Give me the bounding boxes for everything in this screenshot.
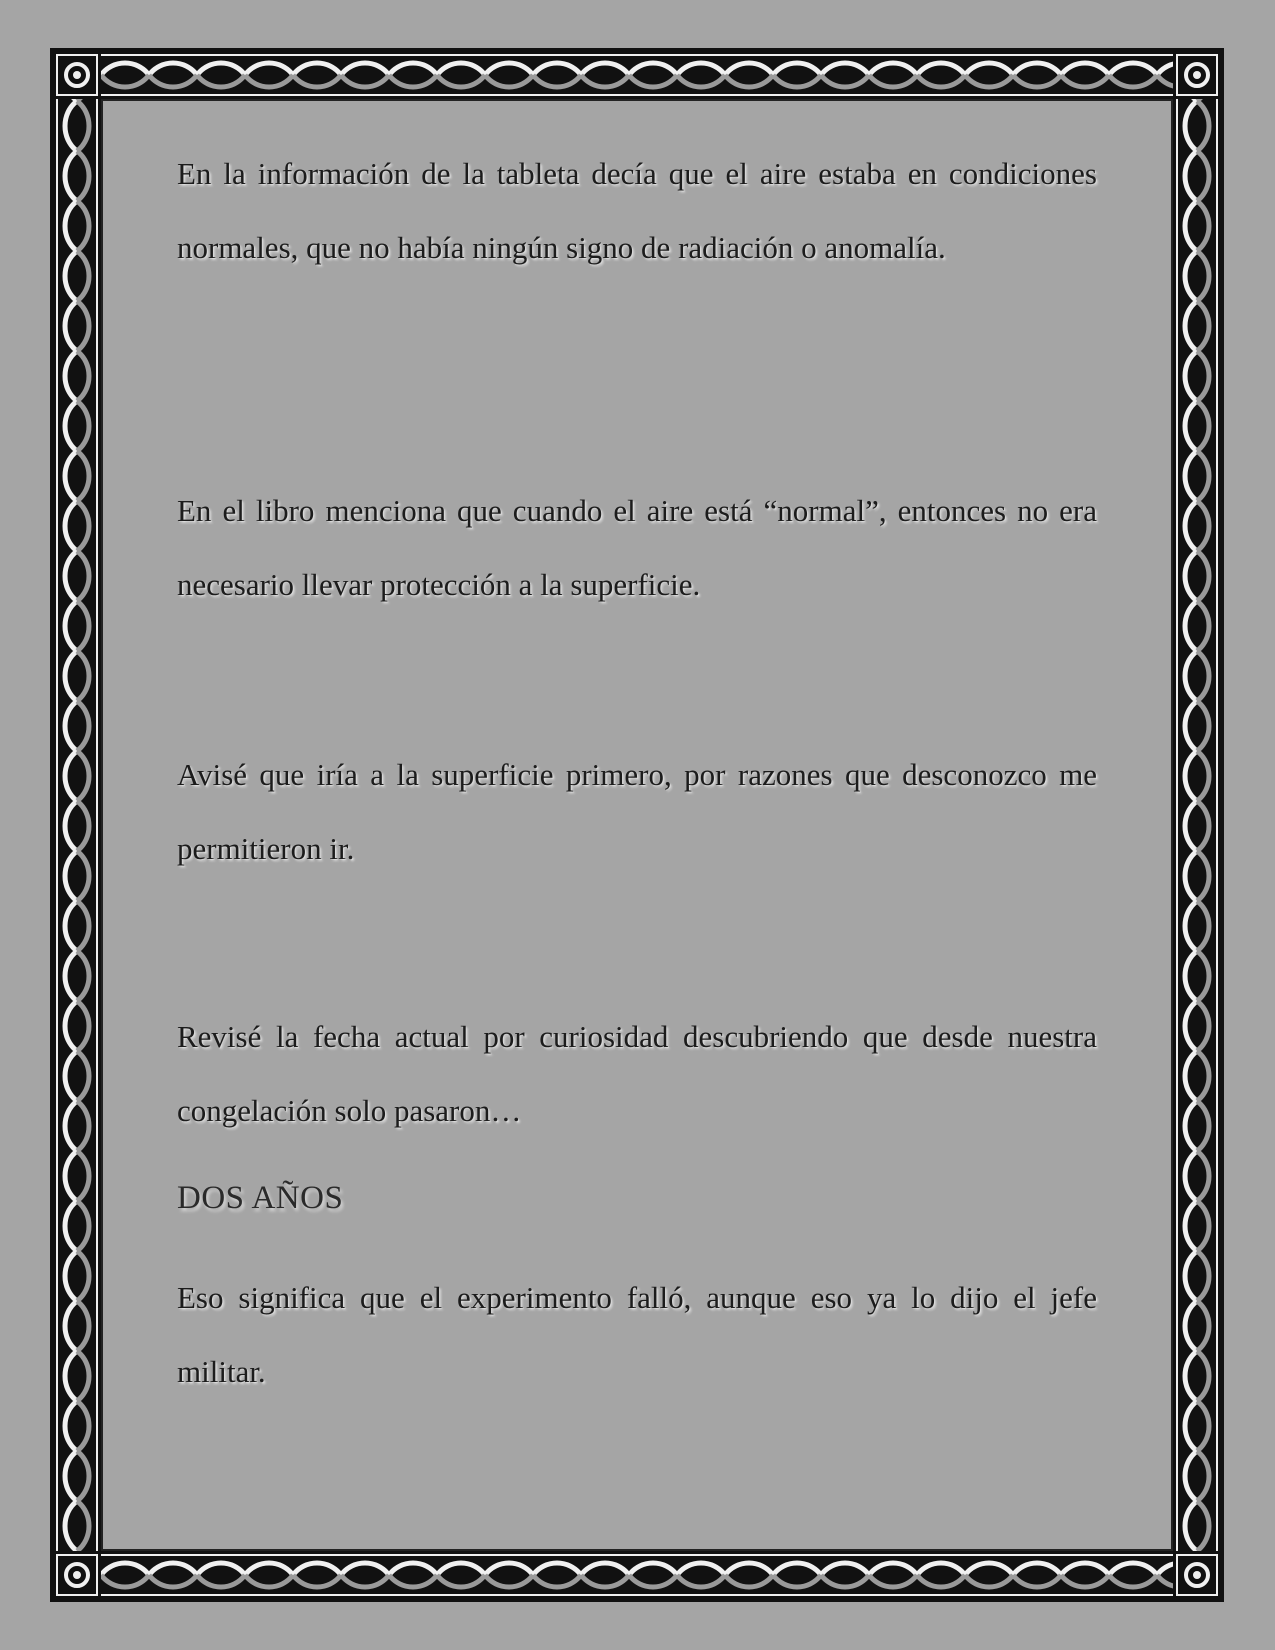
paragraph-experiment-failed: Eso significa que el experimento falló, aunque eso ya lo dijo el jefe militar. xyxy=(177,1280,1097,1389)
right-border-band xyxy=(1173,51,1221,1599)
corner-ornament-icon xyxy=(1173,1551,1221,1599)
paragraph-surface-notice: Avisé que iría a la superficie primero, por razones que desconozco me permitieron ir. xyxy=(177,757,1097,866)
paragraph-book-mention: En el libro menciona que cuando el aire está “normal”, entonces no era necesario llevar protección a la superficie. xyxy=(177,493,1097,602)
left-border-band xyxy=(53,51,101,1599)
top-border-band xyxy=(53,51,1221,99)
paragraph-tablet-info: En la información de la tableta decía que el aire estaba en condiciones normales, que no había ningún signo de radiación o anomalía. xyxy=(177,156,1097,265)
paragraph-date-check: Revisé la fecha actual por curiosidad descubriendo que desde nuestra congelación solo pasaron… xyxy=(177,1019,1097,1128)
corner-ornament-icon xyxy=(53,1551,101,1599)
bottom-border-band xyxy=(53,1551,1221,1599)
corner-ornament-icon xyxy=(1173,51,1221,99)
section-heading: DOS AÑOS xyxy=(177,1180,344,1216)
corner-ornament-icon xyxy=(53,51,101,99)
